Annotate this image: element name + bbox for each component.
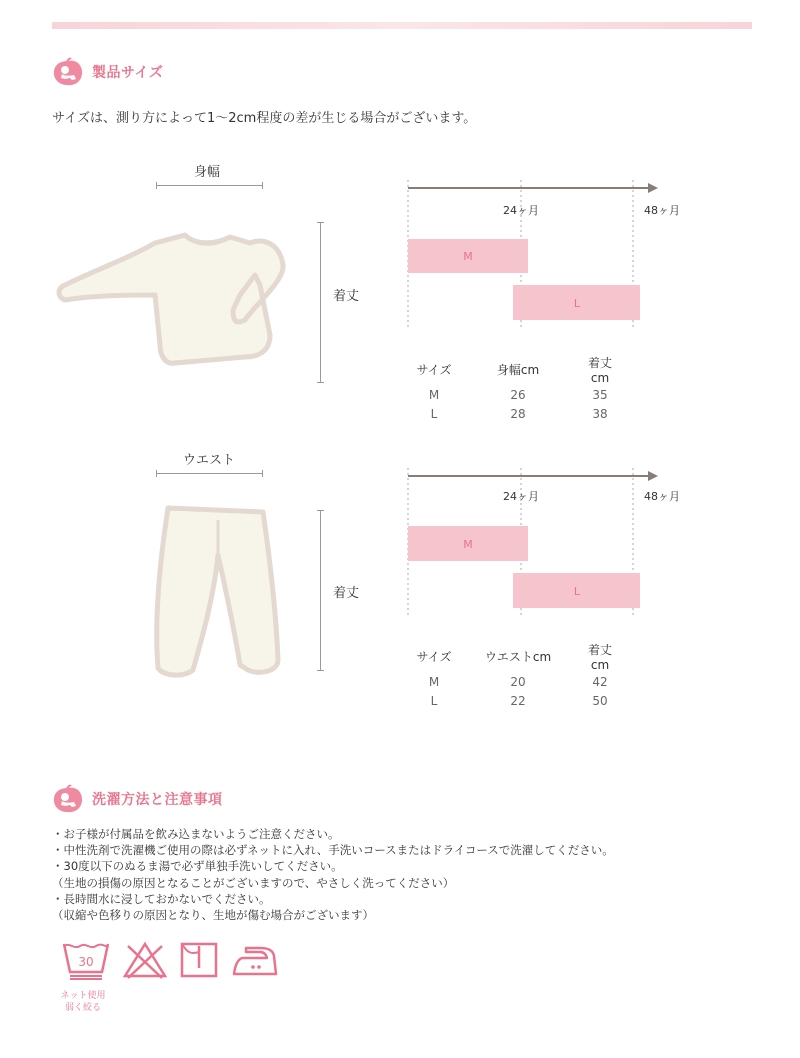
table-header: 身幅cm	[496, 363, 540, 377]
table-row	[412, 385, 620, 404]
table-cell: 26	[510, 387, 526, 402]
wash-caption	[56, 990, 110, 1014]
pants-length-label: 着丈	[333, 586, 360, 601]
table-header: ウエストcm	[484, 650, 552, 664]
wash-caption-line: ネット使用	[60, 991, 106, 1001]
table-header: 着丈cm	[587, 356, 612, 385]
wash-30-icon	[60, 938, 112, 980]
no-bleach-icon	[122, 938, 168, 980]
size-note: サイズは、測り方によって1～2cm程度の差が生じる場合がございます。	[52, 111, 477, 126]
baby-icon	[52, 784, 84, 814]
shirt-length-measure	[320, 222, 321, 383]
pants-age-chart	[400, 463, 690, 623]
pants-illustration	[148, 500, 288, 685]
bar-l-label: L	[573, 297, 581, 310]
table-cell: L	[430, 406, 438, 421]
drip-dry-icon	[178, 938, 220, 980]
table-row	[412, 691, 620, 710]
table-row	[412, 672, 620, 691]
bar-l-label: L	[573, 585, 581, 598]
measure-tick	[156, 470, 157, 477]
measure-tick	[317, 222, 324, 223]
age-axis-arrow	[648, 183, 658, 193]
bar-m-label: M	[463, 538, 473, 551]
table-cell: 35	[592, 387, 608, 402]
low-iron-icon	[230, 938, 280, 980]
tick-label-48: 48ヶ月	[644, 490, 680, 503]
care-note: （生地の損傷の原因となることがございますので、やさしく洗ってください）	[52, 875, 455, 890]
bar-m-label: M	[463, 250, 473, 263]
care-note: ・お子様が付属品を飲み込まないようご注意ください。	[52, 827, 340, 841]
section-size-title: 製品サイズ	[92, 65, 164, 81]
shirt-length-label: 着丈	[333, 289, 360, 304]
table-cell: 42	[592, 674, 608, 689]
table-cell: 20	[510, 674, 526, 689]
table-header: サイズ	[416, 363, 452, 377]
shirt-width-measure	[156, 185, 263, 186]
pants-waist-measure	[156, 473, 263, 474]
tick-label-48: 48ヶ月	[644, 204, 680, 217]
section-size-header	[52, 57, 163, 87]
section-care-header	[52, 784, 223, 814]
shirt-illustration	[55, 225, 295, 375]
care-note: （収縮や色移りの原因となり、生地が傷む場合がございます）	[52, 908, 374, 923]
pants-waist-label: ウエスト	[183, 453, 236, 468]
measure-tick	[317, 382, 324, 383]
table-cell: M	[428, 674, 440, 689]
measure-tick	[156, 182, 157, 189]
table-row	[412, 404, 620, 423]
tick-label-24: 24ヶ月	[503, 490, 539, 503]
care-notes	[52, 826, 614, 923]
measure-tick	[262, 470, 263, 477]
section-care-title: 洗濯方法と注意事項	[92, 792, 223, 808]
table-cell: 50	[592, 693, 608, 708]
table-cell: 28	[510, 406, 526, 421]
pants-size-table	[412, 641, 620, 710]
measure-tick	[262, 182, 263, 189]
care-note: ・長時間水に浸しておかないでください。	[52, 891, 271, 906]
measure-tick	[317, 670, 324, 671]
wash-temp: 30	[78, 955, 94, 969]
tick-label-24: 24ヶ月	[503, 204, 539, 217]
shirt-age-chart	[400, 175, 690, 335]
shirt-width-label: 身幅	[194, 165, 221, 180]
table-cell: 38	[592, 406, 608, 421]
baby-icon	[52, 57, 84, 87]
table-cell: M	[428, 387, 440, 402]
table-header: サイズ	[416, 650, 452, 664]
wash-caption-line: 弱く絞る	[64, 1003, 101, 1013]
care-note: ・30度以下のぬるま湯で必ず単独手洗いしてください。	[52, 859, 343, 874]
top-divider	[52, 22, 752, 29]
pants-length-measure	[320, 510, 321, 671]
age-axis-arrow	[648, 471, 658, 481]
care-note: ・中性洗剤で洗濯機ご使用の際は必ずネットに入れ、手洗いコースまたはドライコースで洗濯してください。	[52, 843, 614, 858]
care-symbols	[60, 938, 280, 980]
shirt-size-table	[412, 354, 620, 423]
table-cell: 22	[510, 693, 526, 708]
measure-tick	[317, 510, 324, 511]
table-cell: L	[430, 693, 438, 708]
table-header: 着丈cm	[587, 643, 612, 672]
